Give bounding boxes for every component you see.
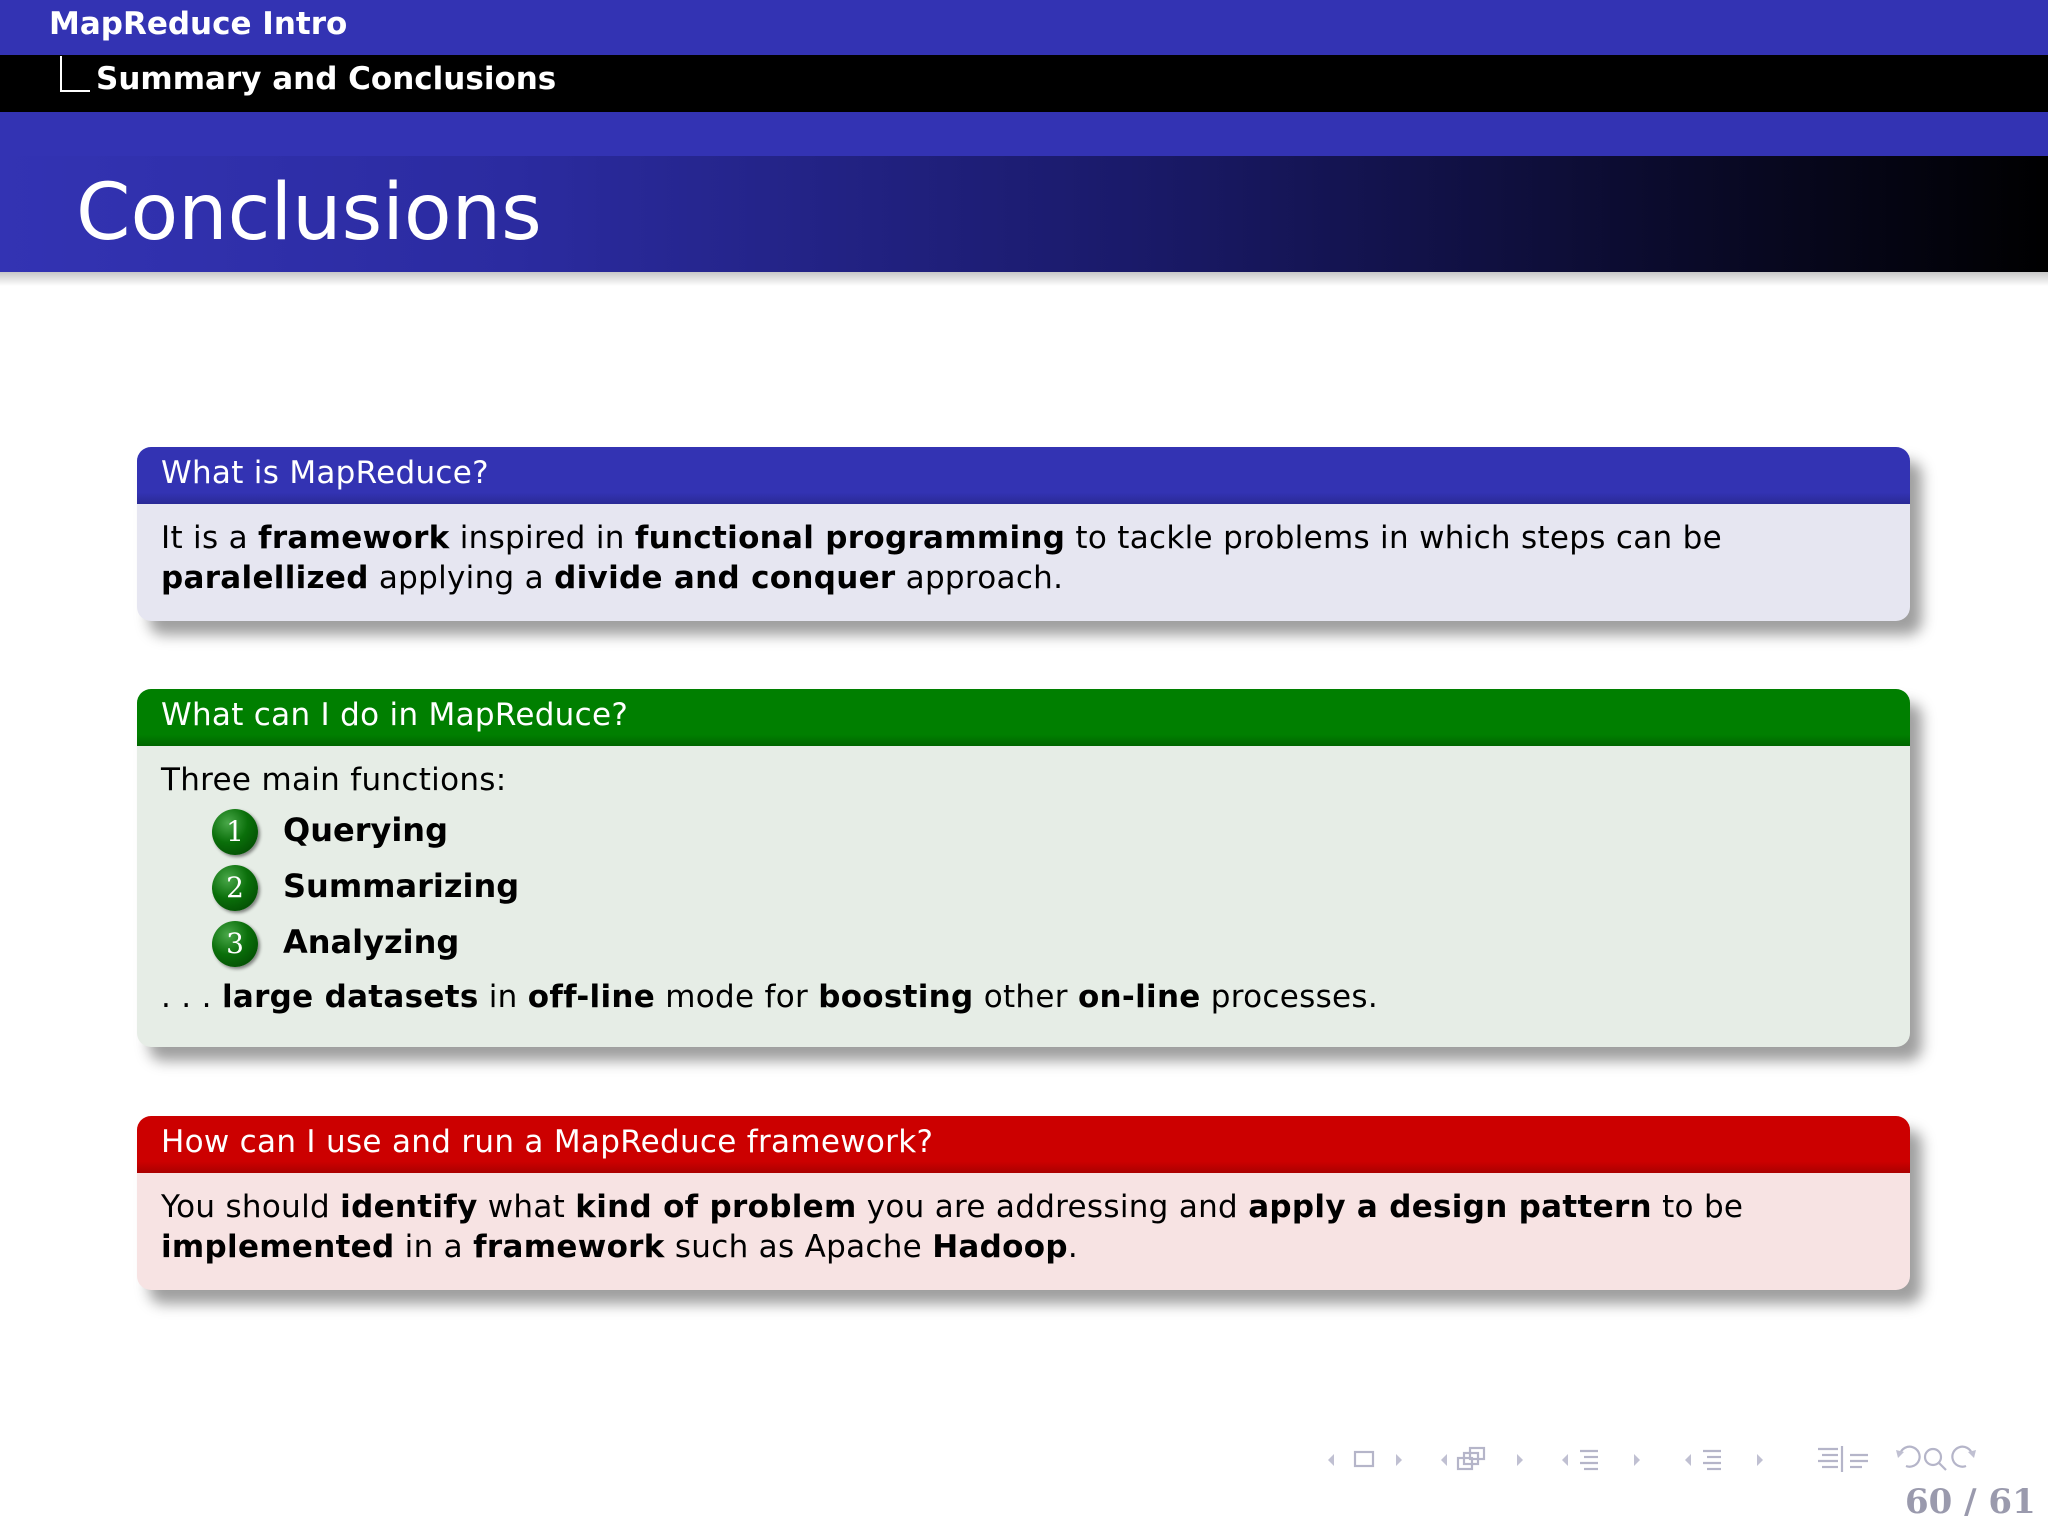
body-emphasis: framework bbox=[258, 520, 450, 556]
nav-left-icon[interactable] bbox=[1685, 1454, 1691, 1466]
frame-icon[interactable] bbox=[1355, 1452, 1373, 1466]
body-text: such as Apache bbox=[664, 1229, 933, 1265]
list-item-label: Analyzing bbox=[283, 923, 460, 961]
body-text: applying a bbox=[368, 560, 555, 596]
nav-left-icon[interactable] bbox=[1328, 1454, 1334, 1466]
body-emphasis: apply a design pattern bbox=[1248, 1189, 1652, 1225]
body-emphasis: functional programming bbox=[634, 520, 1066, 556]
body-emphasis: paralellized bbox=[161, 560, 369, 596]
number-ball-icon: 3 bbox=[212, 921, 258, 967]
body-text: in a bbox=[394, 1229, 474, 1265]
block-outro bbox=[161, 979, 1378, 1015]
body-text: It is a bbox=[161, 520, 259, 556]
document-icon[interactable] bbox=[1703, 1451, 1721, 1469]
body-text: what bbox=[477, 1189, 576, 1225]
subsection-title[interactable]: Summary and Conclusions bbox=[96, 61, 557, 97]
number-ball-icon: 1 bbox=[212, 809, 258, 855]
body-emphasis: boosting bbox=[818, 979, 974, 1015]
number-ball-icon: 2 bbox=[212, 865, 258, 911]
list-item-label: Summarizing bbox=[283, 867, 520, 905]
back-arrow-icon bbox=[1896, 1450, 1904, 1458]
list-item bbox=[137, 807, 448, 863]
body-text: inspired in bbox=[449, 520, 635, 556]
nav-right-icon[interactable] bbox=[1634, 1454, 1640, 1466]
block-title: What is MapReduce? bbox=[137, 447, 1910, 504]
tree-connector-icon bbox=[60, 56, 90, 92]
body-text: in bbox=[478, 979, 528, 1015]
body-text: to be bbox=[1651, 1189, 1744, 1225]
body-emphasis: identify bbox=[340, 1189, 478, 1225]
block-intro: Three main functions: bbox=[161, 762, 507, 798]
nav-right-icon[interactable] bbox=[1396, 1454, 1402, 1466]
body-emphasis: large datasets bbox=[221, 979, 479, 1015]
toc-icon[interactable] bbox=[1818, 1446, 1842, 1472]
body-emphasis: Hadoop bbox=[932, 1229, 1068, 1265]
body-emphasis: implemented bbox=[161, 1229, 395, 1265]
navigation-bar bbox=[1310, 1440, 2040, 1480]
block-what-can-i-do bbox=[137, 689, 1910, 1047]
align-icon[interactable] bbox=[1850, 1455, 1868, 1467]
body-emphasis: divide and conquer bbox=[554, 560, 896, 596]
back-icon[interactable] bbox=[1900, 1447, 1920, 1467]
body-text: you are addressing and bbox=[856, 1189, 1249, 1225]
block-what-is-mapreduce bbox=[137, 447, 1910, 621]
body-emphasis: kind of problem bbox=[575, 1189, 857, 1225]
frame-title-shadow bbox=[0, 272, 2048, 286]
block-how-to-use bbox=[137, 1116, 1910, 1290]
section-icon[interactable] bbox=[1580, 1451, 1598, 1469]
list-item-label: Querying bbox=[283, 811, 448, 849]
forward-arrow-icon bbox=[1968, 1450, 1976, 1458]
nav-left-icon[interactable] bbox=[1562, 1454, 1568, 1466]
page-number: 60 / 61 bbox=[1905, 1482, 2036, 1522]
body-text: approach. bbox=[895, 560, 1064, 596]
nav-left-icon[interactable] bbox=[1441, 1454, 1447, 1466]
nav-right-icon[interactable] bbox=[1757, 1454, 1763, 1466]
block-body bbox=[137, 1173, 1910, 1279]
list-item bbox=[137, 863, 520, 919]
forward-icon[interactable] bbox=[1952, 1447, 1972, 1467]
body-text: to tackle problems in which steps can be bbox=[1065, 520, 1722, 556]
block-title: How can I use and run a MapReduce framework? bbox=[137, 1116, 1910, 1173]
body-text: processes. bbox=[1200, 979, 1378, 1015]
body-emphasis: framework bbox=[473, 1229, 665, 1265]
body-emphasis: on-line bbox=[1077, 979, 1201, 1015]
body-text: You should bbox=[161, 1189, 341, 1225]
body-text: . . . bbox=[161, 979, 222, 1015]
frame-title: Conclusions bbox=[76, 168, 542, 258]
header-band bbox=[0, 112, 2048, 156]
section-title[interactable]: MapReduce Intro bbox=[49, 6, 348, 42]
body-emphasis: off-line bbox=[527, 979, 656, 1015]
search-icon[interactable] bbox=[1925, 1449, 1946, 1470]
block-title: What can I do in MapReduce? bbox=[137, 689, 1910, 746]
body-text: . bbox=[1067, 1229, 1078, 1265]
list-item bbox=[137, 919, 460, 975]
block-body bbox=[137, 746, 1910, 816]
body-text: other bbox=[973, 979, 1078, 1015]
block-body bbox=[137, 504, 1910, 610]
nav-right-icon[interactable] bbox=[1517, 1454, 1523, 1466]
body-text: mode for bbox=[655, 979, 819, 1015]
subsection-icon[interactable] bbox=[1458, 1448, 1484, 1469]
